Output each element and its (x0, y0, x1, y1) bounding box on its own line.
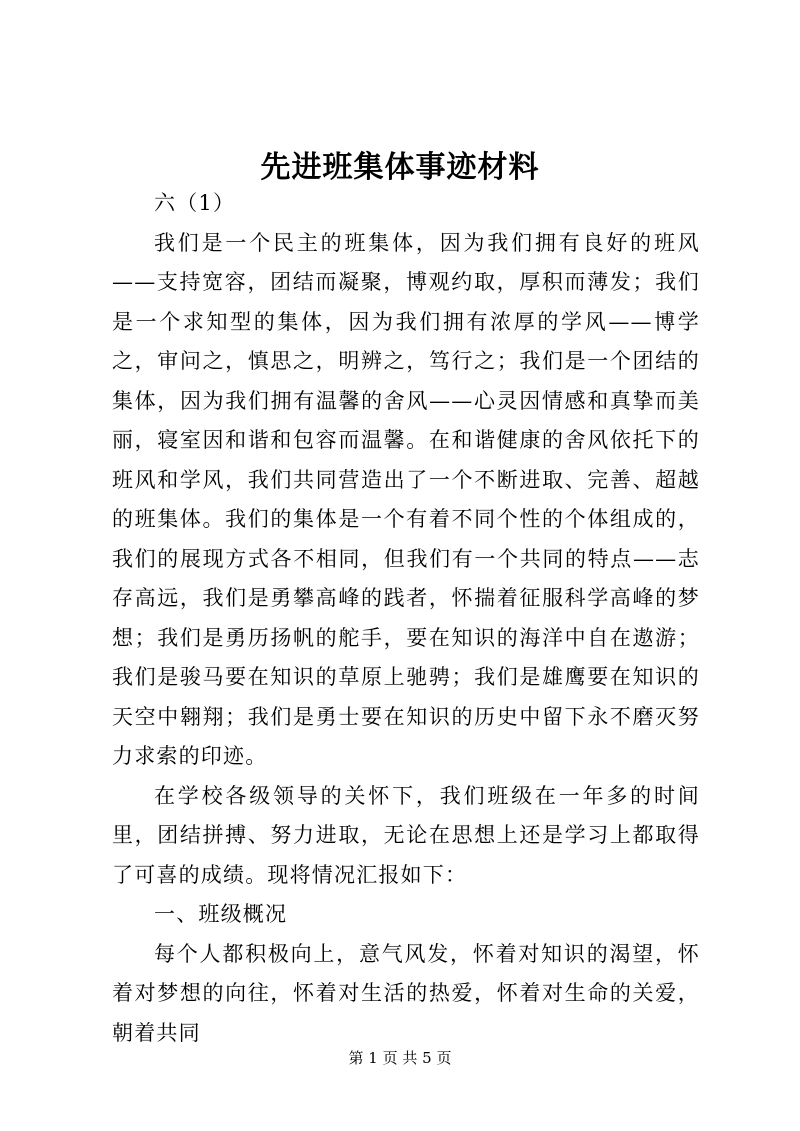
paragraph-section: 每个人都积极向上，意气风发，怀着对知识的渴望，怀着对梦想的向往，怀着对生活的热爱，怀着对生命的关爱，朝着共同 (112, 941, 700, 1045)
paragraph-intro: 我们是一个民主的班集体，因为我们拥有良好的班风——支持宽容，团结而凝聚，博观约取，厚积而薄发；我们是一个求知型的集体，因为我们拥有浓厚的学风——博学之，审问之，慎思之，明辨之，笃行之；我们是一个团结的集体，因为我们拥有温馨的舍风——心灵因情感和真挚而美丽，寝室因和谐和包容而温馨。在和谐健康的舍风依托下的班风和学风，我们共同营造出了一个不断进取、完善、超越的班集体。我们的集体是一个有着不同个性的个体组成的，我们的展现方式各不相同，但我们有一个共同的特点——志存高远，我们是勇攀高峰的践者，怀揣着征服科学高峰的梦想；我们是勇历扬帆的舵手，要在知识的海洋中自在遨游；我们是骏马要在知识的草原上驰骋；我们是雄鹰要在知识的天空中翱翔；我们是勇士要在知识的历史中留下永不磨灭努力求索的印迹。 (112, 230, 700, 768)
document-title: 先进班集体事迹材料 (260, 150, 540, 185)
section-heading: 一、班级概况 (154, 902, 288, 926)
paragraph-report: 在学校各级领导的关怀下，我们班级在一年多的时间里，团结拼搏、努力进取，无论在思想上还是学习上都取得了可喜的成绩。现将情况汇报如下： (112, 783, 700, 887)
document-body (112, 184, 700, 1053)
class-label: 六（1） (154, 191, 236, 215)
page-footer: 第 1 页 共 5 页 (348, 1049, 452, 1067)
